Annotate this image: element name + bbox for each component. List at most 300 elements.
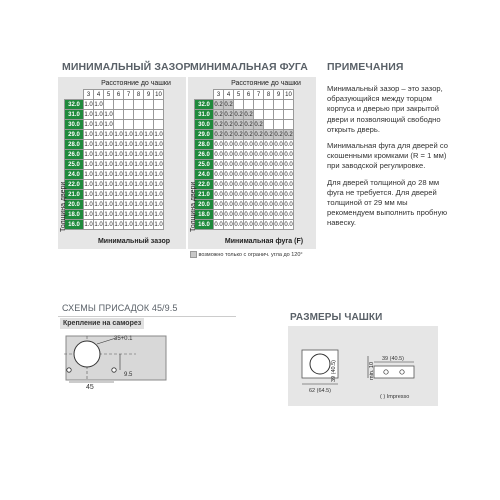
- table-cell: [154, 110, 164, 120]
- table-cell: 1.0: [104, 181, 113, 188]
- cup-side: [374, 366, 414, 378]
- table-row: [195, 210, 294, 220]
- table-cell: 0.0: [264, 201, 273, 208]
- table-col-header: 6: [244, 90, 254, 100]
- table-col-header: 6: [114, 90, 124, 100]
- table-cell: 0.0: [284, 201, 293, 208]
- table-cell: 1.0: [104, 141, 113, 148]
- table-row: [65, 160, 164, 170]
- table-cell: 0.0: [214, 181, 223, 188]
- table-cell: 0.0: [224, 161, 233, 168]
- min-joint-bottom-label: Минимальная фуга (F): [224, 238, 304, 245]
- table-row: [195, 170, 294, 180]
- table-cell: 1.0: [94, 201, 103, 208]
- row-thickness: 20.0: [65, 200, 84, 210]
- table-cell: 0.0: [224, 151, 233, 158]
- min-gap-top-label: Расстояние до чашки: [101, 80, 171, 87]
- table-corner: [65, 90, 84, 100]
- row-thickness: 21.0: [65, 190, 84, 200]
- table-cell: 0.2: [244, 111, 253, 118]
- table-cell: 0.2: [214, 121, 223, 128]
- table-cell: 1.0: [134, 221, 143, 228]
- table-col-header: 9: [274, 90, 284, 100]
- table-cell: 1.0: [104, 201, 113, 208]
- table-cell: 0.0: [244, 181, 253, 188]
- table-cell: [114, 120, 124, 130]
- table-cell: 1.0: [124, 221, 133, 228]
- table-cell: 0.0: [234, 181, 243, 188]
- table-cell: 1.0: [114, 151, 123, 158]
- table-row: [65, 210, 164, 220]
- row-thickness: 28.0: [195, 140, 214, 150]
- row-thickness: 22.0: [65, 180, 84, 190]
- table-cell: 1.0: [144, 131, 153, 138]
- table-cell: 1.0: [144, 151, 153, 158]
- table-row: [195, 110, 294, 120]
- table-cell: 1.0: [134, 191, 143, 198]
- table-cell: 1.0: [84, 201, 93, 208]
- cup-dim-min10: min. 10: [369, 361, 375, 380]
- table-cell: [104, 100, 114, 110]
- table-cell: 1.0: [84, 101, 93, 108]
- min-joint-top-label: Расстояние до чашки: [231, 80, 301, 87]
- table-cell: 1.0: [94, 211, 103, 218]
- table-cell: 1.0: [124, 131, 133, 138]
- cup-bowl: [310, 354, 330, 374]
- table-cell: 0.0: [254, 161, 263, 168]
- table-cell: 1.0: [84, 181, 93, 188]
- notes-heading: ПРИМЕЧАНИЯ: [327, 61, 404, 73]
- table-cell: 0.0: [244, 201, 253, 208]
- table-cell: 1.0: [114, 211, 123, 218]
- row-thickness: 26.0: [65, 150, 84, 160]
- table-cell: 1.0: [94, 181, 103, 188]
- table-col-header: 7: [254, 90, 264, 100]
- drilling-scheme-diagram: [58, 330, 236, 406]
- row-thickness: 25.0: [195, 160, 214, 170]
- table-row: [195, 200, 294, 210]
- table-cell: [234, 100, 244, 110]
- table-cell: 0.0: [284, 161, 293, 168]
- table-cell: 0.0: [274, 191, 283, 198]
- table-cell: 0.0: [264, 151, 273, 158]
- table-row: [65, 180, 164, 190]
- table-col-header: 8: [134, 90, 144, 100]
- table-cell: 1.0: [144, 181, 153, 188]
- table-cell: 0.0: [224, 191, 233, 198]
- table-cell: 0.0: [224, 201, 233, 208]
- row-thickness: 16.0: [195, 220, 214, 230]
- footnote-marker-icon: [190, 251, 197, 258]
- table-cell: 0.0: [284, 211, 293, 218]
- table-row: [195, 100, 294, 110]
- scheme-screw-hole-1: [67, 368, 71, 372]
- table-cell: 1.0: [134, 131, 143, 138]
- table-cell: 0.0: [264, 161, 273, 168]
- table-cell: 0.0: [274, 211, 283, 218]
- table-cell: 1.0: [94, 171, 103, 178]
- table-cell: 0.2: [274, 131, 283, 138]
- table-cell: 0.2: [234, 131, 243, 138]
- table-row: [65, 190, 164, 200]
- table-cell: 1.0: [124, 141, 133, 148]
- schemes-heading: СХЕМЫ ПРИСАДОК 45/9.5: [62, 303, 178, 313]
- table-cell: 1.0: [104, 191, 113, 198]
- table-cell: 1.0: [144, 161, 153, 168]
- table-cell: 1.0: [134, 201, 143, 208]
- table-cell: 0.0: [284, 151, 293, 158]
- table-cell: 1.0: [124, 211, 133, 218]
- table-col-header: 10: [285, 91, 292, 98]
- table-cell: 1.0: [84, 211, 93, 218]
- table-cell: 0.0: [284, 191, 293, 198]
- table-cell: [124, 100, 134, 110]
- table-cell: 1.0: [84, 141, 93, 148]
- table-cell: 1.0: [154, 161, 163, 168]
- table-cell: 1.0: [134, 171, 143, 178]
- table-row: [65, 140, 164, 150]
- table-cell: 0.0: [274, 151, 283, 158]
- table-cell: 1.0: [114, 171, 123, 178]
- table-cell: 0.2: [234, 121, 243, 128]
- table-cell: 0.0: [214, 211, 223, 218]
- table-row: [65, 170, 164, 180]
- table-row: [65, 100, 164, 110]
- min-joint-side-label: Толщина двери: [190, 181, 197, 232]
- table-cell: 1.0: [84, 111, 93, 118]
- table-cell: 1.0: [84, 131, 93, 138]
- table-cell: 0.2: [214, 131, 223, 138]
- cup-dim-39b: 39 (40.5): [382, 356, 405, 362]
- table-cell: 0.0: [254, 141, 263, 148]
- table-cell: 1.0: [134, 161, 143, 168]
- table-cell: 1.0: [84, 171, 93, 178]
- row-thickness: 21.0: [195, 190, 214, 200]
- table-row: [65, 150, 164, 160]
- table-cell: 0.2: [234, 111, 243, 118]
- table-col-header: 4: [224, 90, 234, 100]
- table-cell: [144, 110, 154, 120]
- limit-footnote: [190, 251, 303, 258]
- table-col-header: 5: [234, 90, 244, 100]
- table-cell: 1.0: [144, 221, 153, 228]
- table-col-header: 8: [264, 90, 274, 100]
- table-cell: 1.0: [104, 171, 113, 178]
- table-cell: 1.0: [94, 121, 103, 128]
- table-cell: 0.0: [254, 221, 263, 228]
- table-cell: 0.0: [214, 161, 223, 168]
- table-cell: 0.0: [244, 191, 253, 198]
- table-cell: 0.0: [244, 151, 253, 158]
- row-thickness: 26.0: [195, 150, 214, 160]
- table-cell: 0.0: [224, 171, 233, 178]
- table-cell: 0.2: [224, 131, 233, 138]
- row-thickness: 32.0: [195, 100, 214, 110]
- table-cell: [124, 110, 134, 120]
- table-cell: 1.0: [124, 151, 133, 158]
- table-cell: 1.0: [144, 191, 153, 198]
- table-row: [195, 160, 294, 170]
- table-cell: 1.0: [124, 201, 133, 208]
- table-corner: [195, 90, 214, 100]
- note-1: Минимальный зазор – это зазор, образующийся между торцом корпуса и дверью при закрытой двери и позволяющий свободно открыть дверь.: [327, 84, 443, 134]
- table-cell: 0.0: [284, 171, 293, 178]
- table-cell: 0.0: [244, 171, 253, 178]
- table-cell: [134, 100, 144, 110]
- table-cell: 0.0: [274, 181, 283, 188]
- table-cell: 1.0: [114, 131, 123, 138]
- table-cell: 1.0: [124, 161, 133, 168]
- table-row: [195, 220, 294, 230]
- table-cell: 0.0: [224, 141, 233, 148]
- table-cell: [264, 120, 274, 130]
- table-col-header: 9: [144, 90, 154, 100]
- table-cell: 1.0: [134, 211, 143, 218]
- table-cell: 1.0: [154, 191, 163, 198]
- table-cell: 1.0: [94, 111, 103, 118]
- table-cell: 0.0: [234, 221, 243, 228]
- table-row: [65, 200, 164, 210]
- table-cell: 0.0: [274, 201, 283, 208]
- table-cell: 0.2: [224, 111, 233, 118]
- scheme-cup-hole: [74, 341, 100, 367]
- table-cell: 1.0: [154, 211, 163, 218]
- table-cell: 0.0: [264, 141, 273, 148]
- table-cell: [154, 120, 164, 130]
- table-cell: 1.0: [154, 171, 163, 178]
- table-cell: 1.0: [144, 171, 153, 178]
- table-cell: 0.0: [264, 221, 273, 228]
- scheme-dim-35: 35+0.1: [114, 336, 133, 342]
- scheme-tag: Крепление на саморез: [60, 318, 144, 329]
- min-gap-bottom-label: Минимальный зазор: [97, 238, 171, 245]
- cup-diagram: [288, 326, 438, 406]
- table-cell: 0.2: [214, 111, 223, 118]
- cup-sizes-heading: РАЗМЕРЫ ЧАШКИ: [290, 312, 383, 323]
- table-cell: 0.2: [214, 101, 223, 108]
- table-cell: 1.0: [104, 131, 113, 138]
- table-cell: 1.0: [114, 191, 123, 198]
- row-thickness: 24.0: [195, 170, 214, 180]
- table-cell: 1.0: [104, 111, 113, 118]
- table-cell: 0.0: [234, 191, 243, 198]
- table-col-header: 3: [84, 90, 94, 100]
- min-joint-table: [194, 89, 294, 230]
- table-cell: 1.0: [144, 211, 153, 218]
- table-cell: 1.0: [154, 151, 163, 158]
- row-thickness: 31.0: [195, 110, 214, 120]
- table-cell: 1.0: [154, 141, 163, 148]
- table-cell: 0.0: [254, 191, 263, 198]
- table-cell: 0.2: [244, 121, 253, 128]
- table-row: [195, 120, 294, 130]
- note-2: Минимальная фуга для дверей со скошенными кромками (R = 1 мм) при заводской регулировке.: [327, 141, 448, 171]
- table-cell: 1.0: [84, 121, 93, 128]
- table-cell: 1.0: [114, 161, 123, 168]
- table-cell: 0.0: [264, 181, 273, 188]
- table-cell: 0.0: [244, 141, 253, 148]
- table-row: [65, 110, 164, 120]
- table-cell: 0.0: [254, 171, 263, 178]
- table-cell: 1.0: [124, 191, 133, 198]
- table-cell: 0.0: [224, 221, 233, 228]
- table-cell: 1.0: [104, 211, 113, 218]
- min-gap-table: [64, 89, 164, 230]
- table-cell: 0.0: [244, 221, 253, 228]
- row-thickness: 31.0: [65, 110, 84, 120]
- table-cell: 1.0: [94, 101, 103, 108]
- table-cell: 0.2: [244, 131, 253, 138]
- table-col-header: 7: [124, 90, 134, 100]
- row-thickness: 25.0: [65, 160, 84, 170]
- note-3: Для дверей толщиной до 28 мм фуга не требуется. Для дверей толщиной от 29 мм мы рекомендуем выполнить пробную навеску.: [327, 177, 448, 228]
- table-cell: 1.0: [134, 181, 143, 188]
- table-cell: 1.0: [84, 191, 93, 198]
- table-cell: 1.0: [94, 161, 103, 168]
- table-cell: [134, 120, 144, 130]
- table-row: [65, 130, 164, 140]
- row-thickness: 18.0: [195, 210, 214, 220]
- table-cell: 1.0: [104, 161, 113, 168]
- table-cell: [274, 100, 284, 110]
- row-thickness: 32.0: [65, 100, 84, 110]
- row-thickness: 16.0: [65, 220, 84, 230]
- table-cell: 0.2: [264, 131, 273, 138]
- table-cell: 0.0: [264, 191, 273, 198]
- min-gap-side-label: Толщина двери: [60, 181, 67, 232]
- table-cell: 0.0: [234, 161, 243, 168]
- table-cell: [144, 120, 154, 130]
- row-thickness: 22.0: [195, 180, 214, 190]
- table-cell: 0.2: [224, 121, 233, 128]
- scheme-dim-9-5: 9.5: [124, 372, 133, 378]
- table-cell: 1.0: [124, 171, 133, 178]
- table-row: [195, 150, 294, 160]
- table-cell: [124, 120, 134, 130]
- table-row: [195, 190, 294, 200]
- footnote-text: возможно только с огранич. угла до 120°: [198, 251, 303, 258]
- table-cell: 1.0: [114, 221, 123, 228]
- table-cell: 1.0: [94, 151, 103, 158]
- row-thickness: 24.0: [65, 170, 84, 180]
- table-cell: 0.0: [234, 211, 243, 218]
- table-cell: 0.2: [224, 101, 233, 108]
- table-cell: 1.0: [144, 201, 153, 208]
- min-gap-heading: МИНИМАЛЬНЫЙ ЗАЗОР: [62, 61, 191, 73]
- table-cell: [254, 110, 264, 120]
- table-cell: 0.0: [284, 141, 293, 148]
- table-cell: 0.0: [254, 211, 263, 218]
- table-col-header: 5: [104, 90, 114, 100]
- table-cell: [264, 100, 274, 110]
- row-thickness: 28.0: [65, 140, 84, 150]
- table-cell: 1.0: [124, 181, 133, 188]
- table-cell: 1.0: [84, 151, 93, 158]
- table-cell: 0.0: [274, 171, 283, 178]
- table-cell: 1.0: [114, 141, 123, 148]
- table-cell: 0.0: [264, 211, 273, 218]
- table-cell: 0.0: [244, 161, 253, 168]
- table-cell: 1.0: [154, 221, 163, 228]
- table-cell: 0.0: [274, 141, 283, 148]
- scheme-dim-45-label: 45: [86, 384, 94, 391]
- table-cell: 0.0: [214, 221, 223, 228]
- table-row: [195, 180, 294, 190]
- table-cell: [284, 100, 294, 110]
- table-cell: 1.0: [114, 201, 123, 208]
- table-cell: 1.0: [154, 131, 163, 138]
- table-row: [65, 220, 164, 230]
- table-cell: 0.0: [214, 201, 223, 208]
- table-cell: 1.0: [134, 151, 143, 158]
- table-cell: 1.0: [94, 221, 103, 228]
- table-cell: 1.0: [104, 221, 113, 228]
- table-cell: 0.2: [254, 121, 263, 128]
- table-cell: [274, 120, 284, 130]
- table-cell: [154, 100, 164, 110]
- row-thickness: 29.0: [195, 130, 214, 140]
- table-cell: 0.2: [254, 131, 263, 138]
- table-cell: 0.0: [234, 171, 243, 178]
- table-cell: [114, 110, 124, 120]
- table-cell: [264, 110, 274, 120]
- notes-block: [327, 84, 455, 235]
- table-cell: 0.0: [254, 151, 263, 158]
- table-cell: 0.0: [224, 181, 233, 188]
- row-thickness: 30.0: [65, 120, 84, 130]
- row-thickness: 30.0: [195, 120, 214, 130]
- table-cell: 1.0: [134, 141, 143, 148]
- table-cell: 0.0: [244, 211, 253, 218]
- table-cell: [284, 120, 294, 130]
- table-cell: 1.0: [94, 131, 103, 138]
- table-row: [195, 140, 294, 150]
- row-thickness: 20.0: [195, 200, 214, 210]
- scheme-screw-hole-2: [112, 368, 116, 372]
- table-cell: 0.0: [224, 211, 233, 218]
- table-cell: 0.0: [234, 201, 243, 208]
- table-cell: 1.0: [84, 221, 93, 228]
- table-col-header: 3: [214, 90, 224, 100]
- table-cell: 0.0: [254, 201, 263, 208]
- table-cell: 1.0: [84, 161, 93, 168]
- table-cell: [144, 100, 154, 110]
- row-thickness: 18.0: [65, 210, 84, 220]
- table-row: [65, 120, 164, 130]
- table-cell: 0.0: [214, 191, 223, 198]
- table-cell: [254, 100, 264, 110]
- table-cell: 0.0: [274, 221, 283, 228]
- table-cell: 1.0: [104, 151, 113, 158]
- table-cell: 0.2: [284, 131, 293, 138]
- table-cell: 0.0: [284, 181, 293, 188]
- table-cell: [134, 110, 144, 120]
- table-cell: 0.0: [274, 161, 283, 168]
- table-cell: 1.0: [114, 181, 123, 188]
- table-cell: 1.0: [144, 141, 153, 148]
- table-cell: 0.0: [234, 151, 243, 158]
- cup-dim-62: 62 (64.5): [309, 388, 332, 394]
- cup-impresso: ( ) Impresso: [380, 394, 410, 400]
- table-cell: [244, 100, 254, 110]
- table-cell: 1.0: [94, 141, 103, 148]
- table-row: [195, 130, 294, 140]
- table-cell: 0.0: [264, 171, 273, 178]
- table-col-header: 4: [94, 90, 104, 100]
- table-cell: 0.0: [234, 141, 243, 148]
- table-cell: [284, 110, 294, 120]
- row-thickness: 29.0: [65, 130, 84, 140]
